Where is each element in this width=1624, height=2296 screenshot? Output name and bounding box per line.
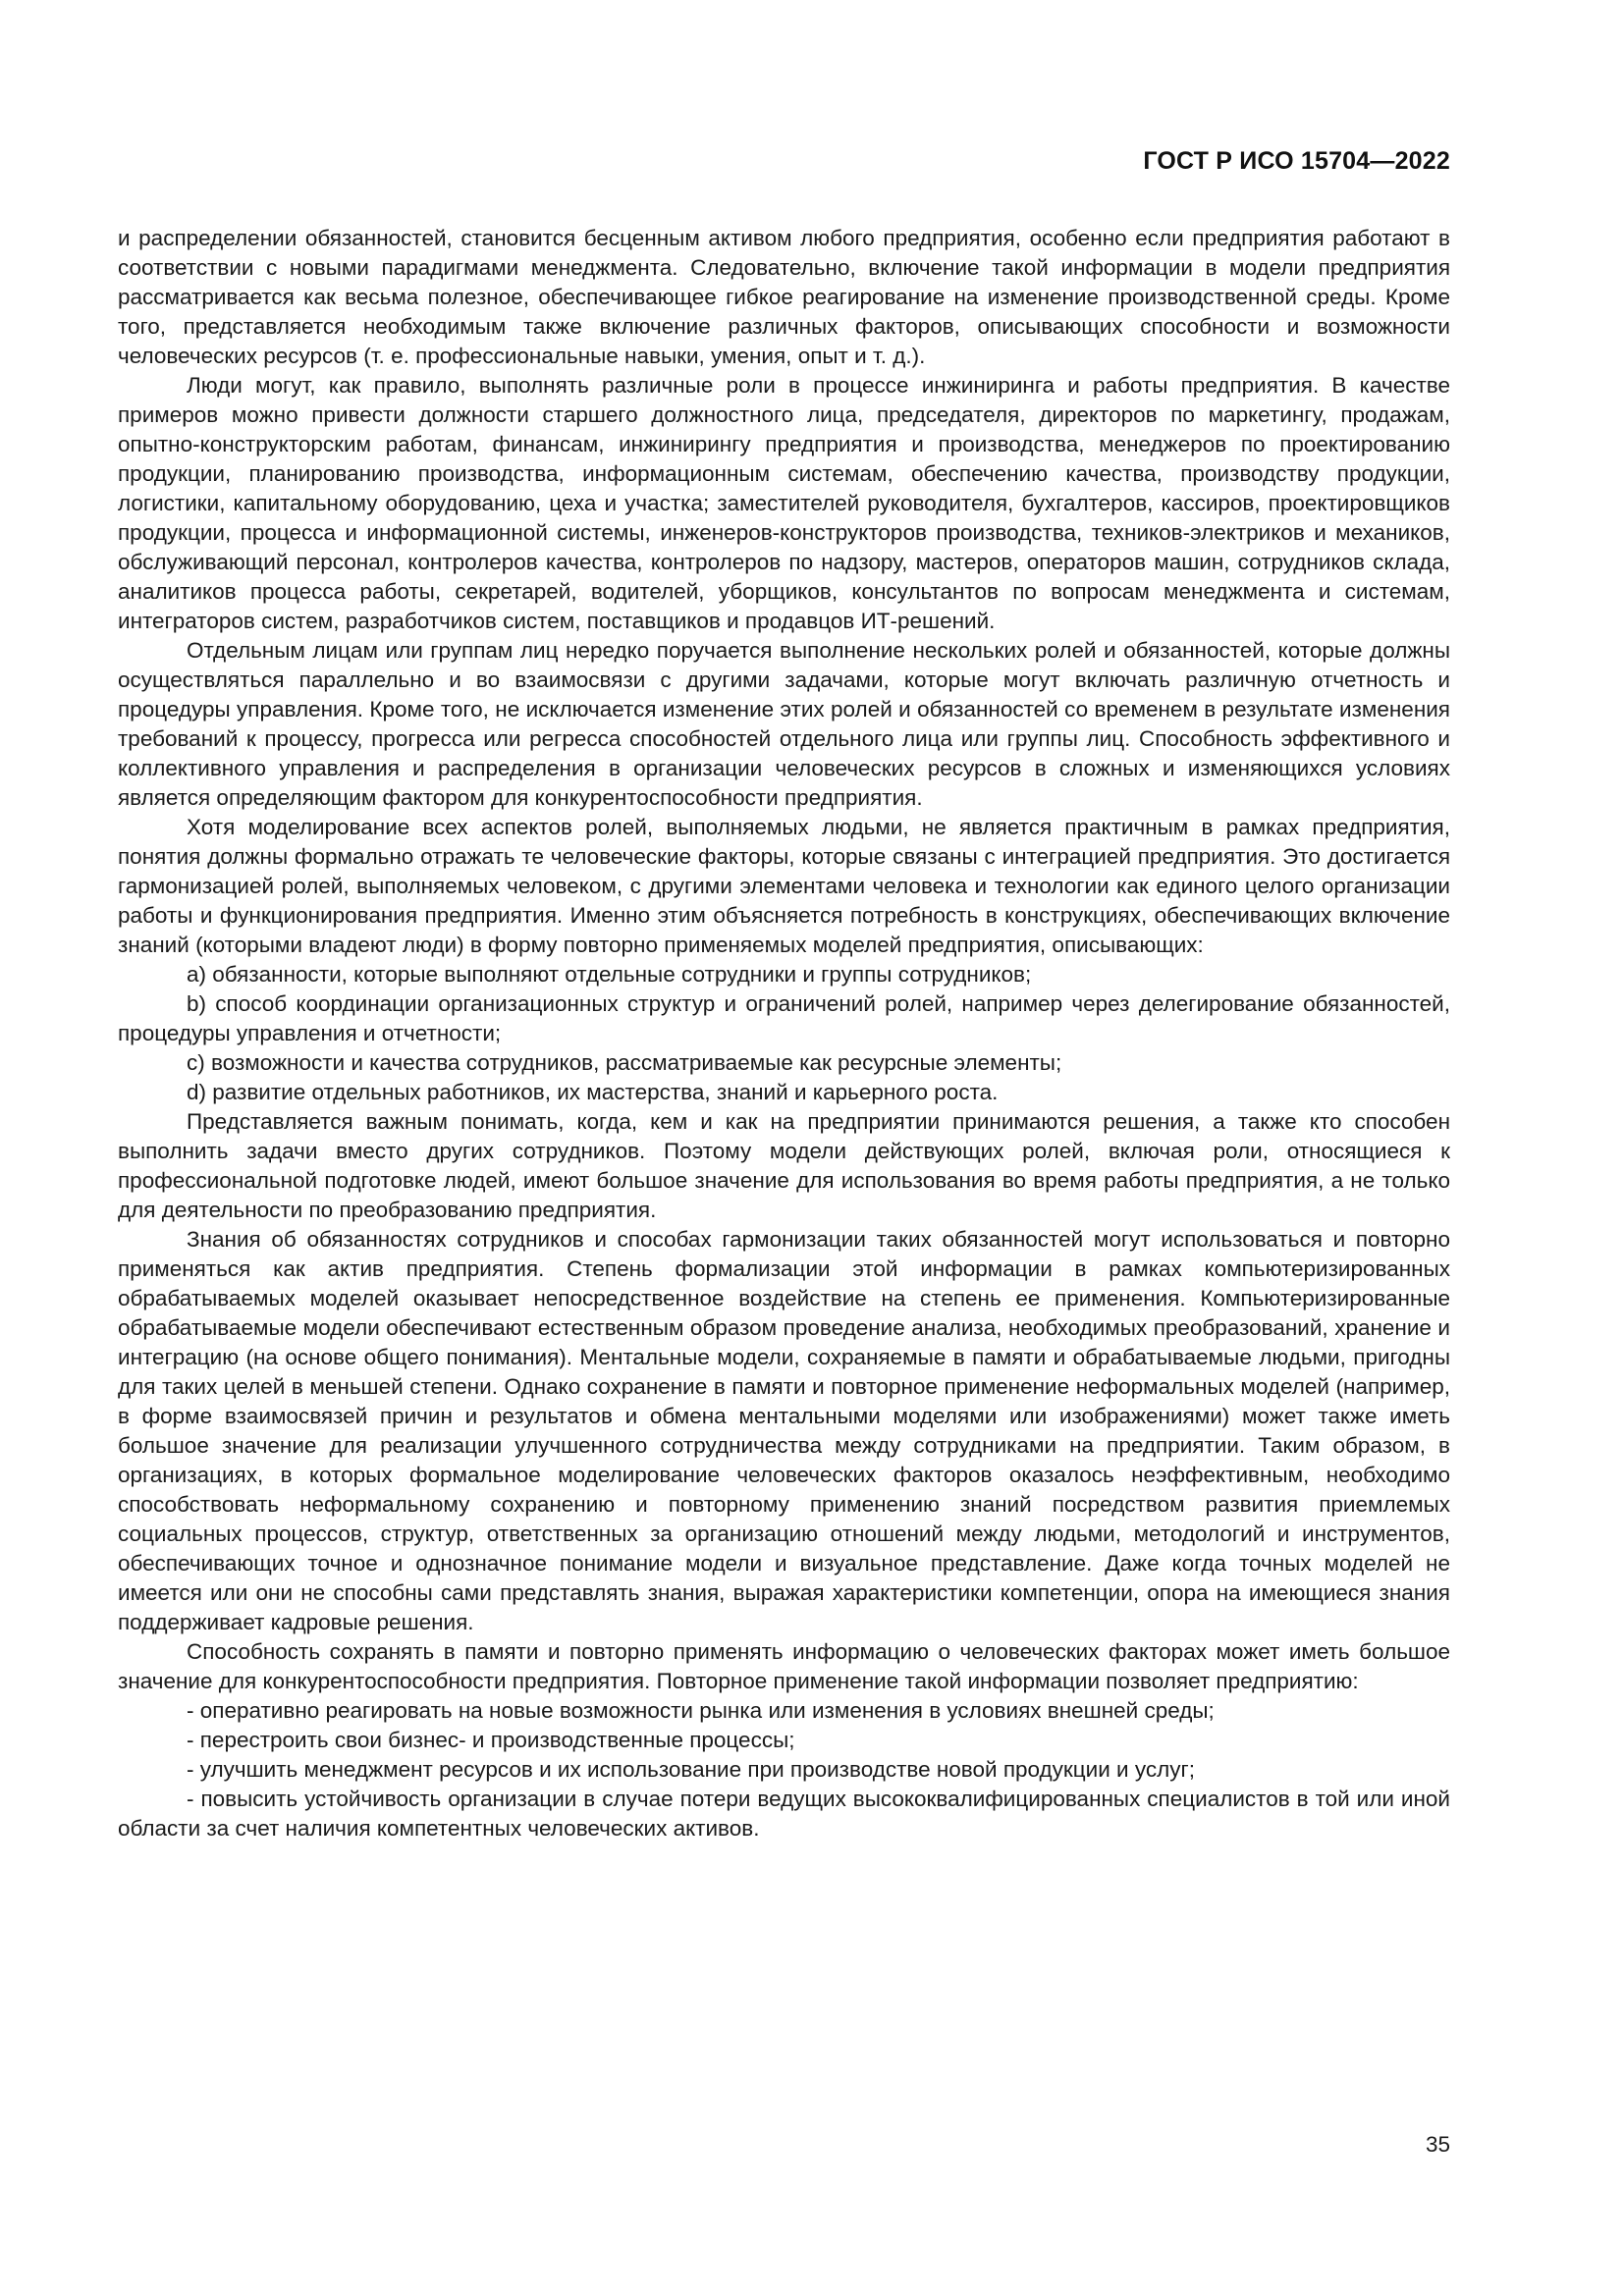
paragraph-roles: Люди могут, как правило, выполнять различные роли в процессе инжиниринга и работы предприятия. В качестве примеров можно привести должности старшего должностного лица, председателя, директоров по маркетингу, продажам, опытно-конструкторским работам, финансам, инжинирингу предприятия и производства, менеджеров по проектированию продукции, планированию производства, информационным системам, обеспечению качества, производству продукции, логистики, капитальному оборудованию, цеха и участка; заместителей руководителя, бухгалтеров, кассиров, проектировщиков продукции, процесса и информационной системы, инженеров-конструкторов производства, техников-электриков и механиков, обслуживающий персонал, контролеров качества, контролеров по надзору, мастеров, операторов машин, сотрудников склада, аналитиков процесса работы, секретарей, водителей, уборщиков, консультантов по вопросам менеджмента и системам, интеграторов систем, разработчиков систем, поставщиков и продавцов ИТ-решений. bbox=[118, 373, 1450, 633]
list-item-c: c) возможности и качества сотрудников, рассматриваемые как ресурсные элементы; bbox=[187, 1050, 1062, 1075]
dash-list-item-1: - оперативно реагировать на новые возможности рынка или изменения в условиях внешней среды; bbox=[187, 1698, 1215, 1723]
dash-list-item-2: - перестроить свои бизнес- и производственные процессы; bbox=[187, 1728, 795, 1752]
paragraph-modeling: Хотя моделирование всех аспектов ролей, выполняемых людьми, не является практичным в рамках предприятия, понятия должны формально отражать те человеческие факторы, которые связаны с интеграцией предприятия. Это достигается гармонизацией ролей, выполняемых человеком, с другими элементами человека и технологии как единого целого организации работы и функционирования предприятия. Именно этим объясняется потребность в конструкциях, обеспечивающих включение знаний (которыми владеют люди) в форму повторно применяемых моделей предприятия, описывающих: bbox=[118, 815, 1450, 957]
list-item-a: a) обязанности, которые выполняют отдельные сотрудники и группы сотрудников; bbox=[187, 962, 1032, 987]
dash-list-item-3: - улучшить менеджмент ресурсов и их использование при производстве новой продукции и услуг; bbox=[187, 1757, 1195, 1782]
paragraph-multiple-roles: Отдельным лицам или группам лиц нередко поручается выполнение нескольких ролей и обязанностей, которые должны осуществляться параллельно и во взаимосвязи с другими задачами, которые могут включать различную отчетность и процедуры управления. Кроме того, не исключается изменение этих ролей и обязанностей со временем в результате изменения требований к процессу, прогресса или регресса способностей отдельного лица или группы лиц. Способность эффективного и коллективного управления и распределения в организации человеческих ресурсов в сложных и изменяющихся условиях является определяющим фактором для конкурентоспособности предприятия. bbox=[118, 638, 1450, 810]
body-text bbox=[118, 224, 1450, 1843]
paragraph-knowledge: Знания об обязанностях сотрудников и способах гармонизации таких обязанностей могут использоваться и повторно применяться как актив предприятия. Степень формализации этой информации в рамках компьютеризированных обрабатываемых моделей оказывает непосредственное воздействие на степень ее применения. Компьютеризированные обрабатываемые модели обеспечивают естественным образом проведение анализа, необходимых преобразований, хранение и интеграцию (на основе общего понимания). Ментальные модели, сохраняемые в памяти и обрабатываемые людьми, пригодны для таких целей в меньшей степени. Однако сохранение в памяти и повторное применение неформальных моделей (например, в форме взаимосвязей причин и результатов и обмена ментальными моделями или изображениями) может также иметь большое значение для реализации улучшенного сотрудничества между сотрудниками на предприятии. Таким образом, в организациях, в которых формальное моделирование человеческих факторов оказалось неэффективным, необходимо способствовать неформальному сохранению и повторному применению знаний посредством развития приемлемых социальных процессов, структур, ответственных за организацию отношений между людьми, методологий и инструментов, обеспечивающих точное и однозначное понимание модели и визуальное представление. Даже когда точных моделей не имеется или они не способны сами представлять знания, выражая характеристики компетенции, опора на имеющиеся знания поддерживает кадровые решения. bbox=[118, 1227, 1450, 1634]
document-header-title: ГОСТ Р ИСО 15704—2022 bbox=[1143, 147, 1450, 175]
paragraph-competitiveness: Способность сохранять в памяти и повторно применять информацию о человеческих факторах может иметь большое значение для конкурентоспособности предприятия. Повторное применение такой информации позволяет предприятию: bbox=[118, 1639, 1450, 1693]
page-number: 35 bbox=[1425, 2132, 1450, 2157]
dash-list-item-4: - повысить устойчивость организации в случае потери ведущих высококвалифицированных специалистов в той или иной области за счет наличия компетентных человеческих активов. bbox=[118, 1787, 1450, 1841]
paragraph-decisions: Представляется важным понимать, когда, кем и как на предприятии принимаются решения, а также кто способен выполнить задачи вместо других сотрудников. Поэтому модели действующих ролей, включая роли, относящиеся к профессиональной подготовке людей, имеют большое значение для использования во время работы предприятия, а не только для деятельности по преобразованию предприятия. bbox=[118, 1109, 1450, 1222]
list-item-d: d) развитие отдельных работников, их мастерства, знаний и карьерного роста. bbox=[187, 1080, 999, 1104]
paragraph-continuation: и распределении обязанностей, становится бесценным активом любого предприятия, особенно если предприятия работают в соответствии с новыми парадигмами менеджмента. Следовательно, включение такой информации в модели предприятия рассматривается как весьма полезное, обеспечивающее гибкое реагирование на изменение производственной среды. Кроме того, представляется необходимым также включение различных факторов, описывающих способности и возможности человеческих ресурсов (т. е. профессиональные навыки, умения, опыт и т. д.). bbox=[118, 226, 1450, 368]
list-item-b: b) способ координации организационных структур и ограничений ролей, например через делегирование обязанностей, процедуры управления и отчетности; bbox=[118, 991, 1450, 1045]
